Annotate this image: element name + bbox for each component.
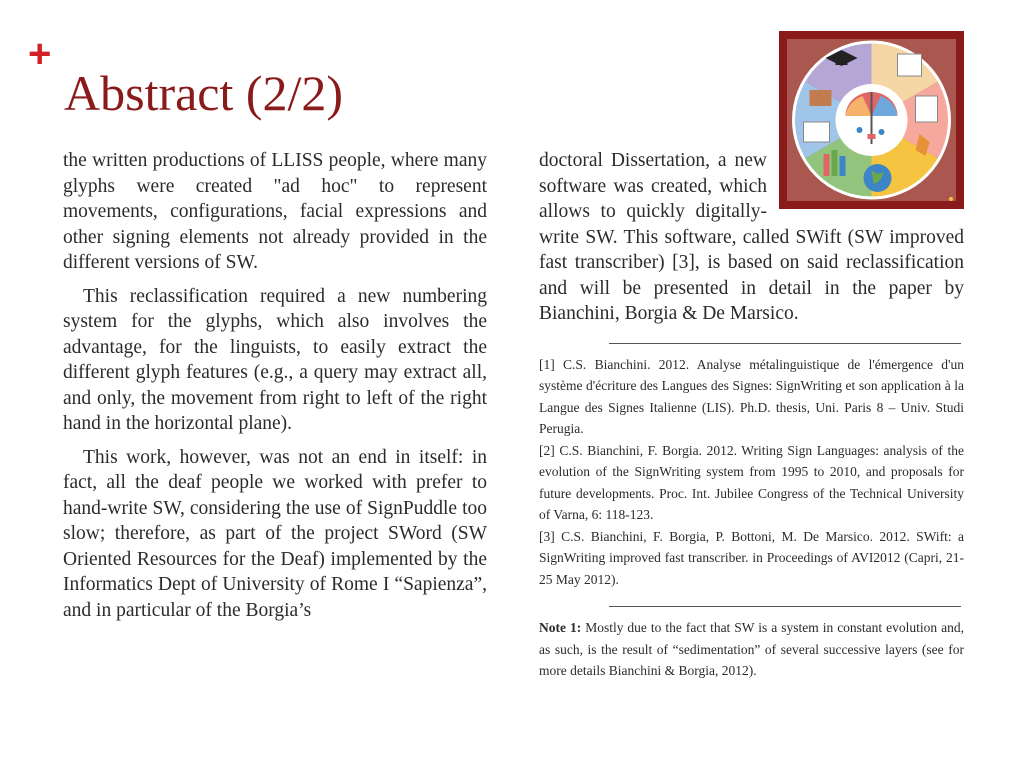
left-paragraph-3: This work, however, was not an end in itself: in fact, all the deaf people we worked with prefer to hand-write SW, considering the use of SignPuddle too slow; therefore, as part of the project SWord (SW Oriented Resources for the Deaf) implemented by the Informatics Dept of University of Rome I “Sapienza”, and in particular of the Borgia’s — [63, 446, 487, 621]
left-paragraph-1: the written productions of LLISS people, where many glyphs were created "ad hoc" to represent movements, configurations, facial expressions and other signing elements not already provided in the different versions of SW. — [63, 150, 487, 273]
plus-icon: + — [28, 32, 52, 76]
right-paragraph: doctoral Dissertation, a new software was created, which allows to quickly digitally-write SW. This software, called SWift (SW improved fast transcriber) [3], is based on said reclassification and will be presented in detail in the paper by Bianchini, Borgia & De Marsico. — [539, 150, 964, 324]
note-text: Mostly due to the fact that SW is a system in constant evolution and, as such, is the result of “sedimentation” of several successive layers (see for more details Bianchini & Borgia, 2012). — [539, 620, 964, 678]
note-label: Note 1: — [539, 620, 582, 635]
left-paragraph-2: This reclassification required a new numbering system for the glyphs, which also involves the advantage, for the linguists, to easily extract the different glyph features (e.g., a query may extract all, and only, the movement from right to left of the right hand in the horizontal plane). — [63, 285, 487, 434]
reference-2: [2] C.S. Bianchini, F. Borgia. 2012. Writing Sign Languages: analysis of the evolution of the SignWriting system from 1995 to 2010, and proposals for future developments. Proc. Int. Jubilee Congress of the Technical University of Varna, 6: 118-123. — [539, 442, 964, 522]
references-divider — [609, 343, 961, 344]
note-divider — [609, 606, 961, 607]
note-1 — [539, 617, 964, 682]
reference-1: [1] C.S. Bianchini. 2012. Analyse métalinguistique de l'émergence d'un système d'écriture des Langues des Signes: SignWriting et son application à la Langue des Signes Italienne (LIS). Ph.D. thesis, Uni. Paris 8 – Univ. Studi Perugia. — [539, 356, 964, 436]
right-column — [539, 148, 964, 682]
signwriting-logo-icon — [779, 31, 964, 209]
reference-3: [3] C.S. Bianchini, F. Borgia, P. Bottoni, M. De Marsico. 2012. SWift: a SignWriting improved fast transcriber. in Proceedings of AVI2012 (Capri, 21-25 May 2012). — [539, 528, 964, 587]
left-column — [63, 148, 487, 631]
references-list — [539, 354, 964, 591]
slide-title: Abstract (2/2) — [64, 65, 344, 121]
